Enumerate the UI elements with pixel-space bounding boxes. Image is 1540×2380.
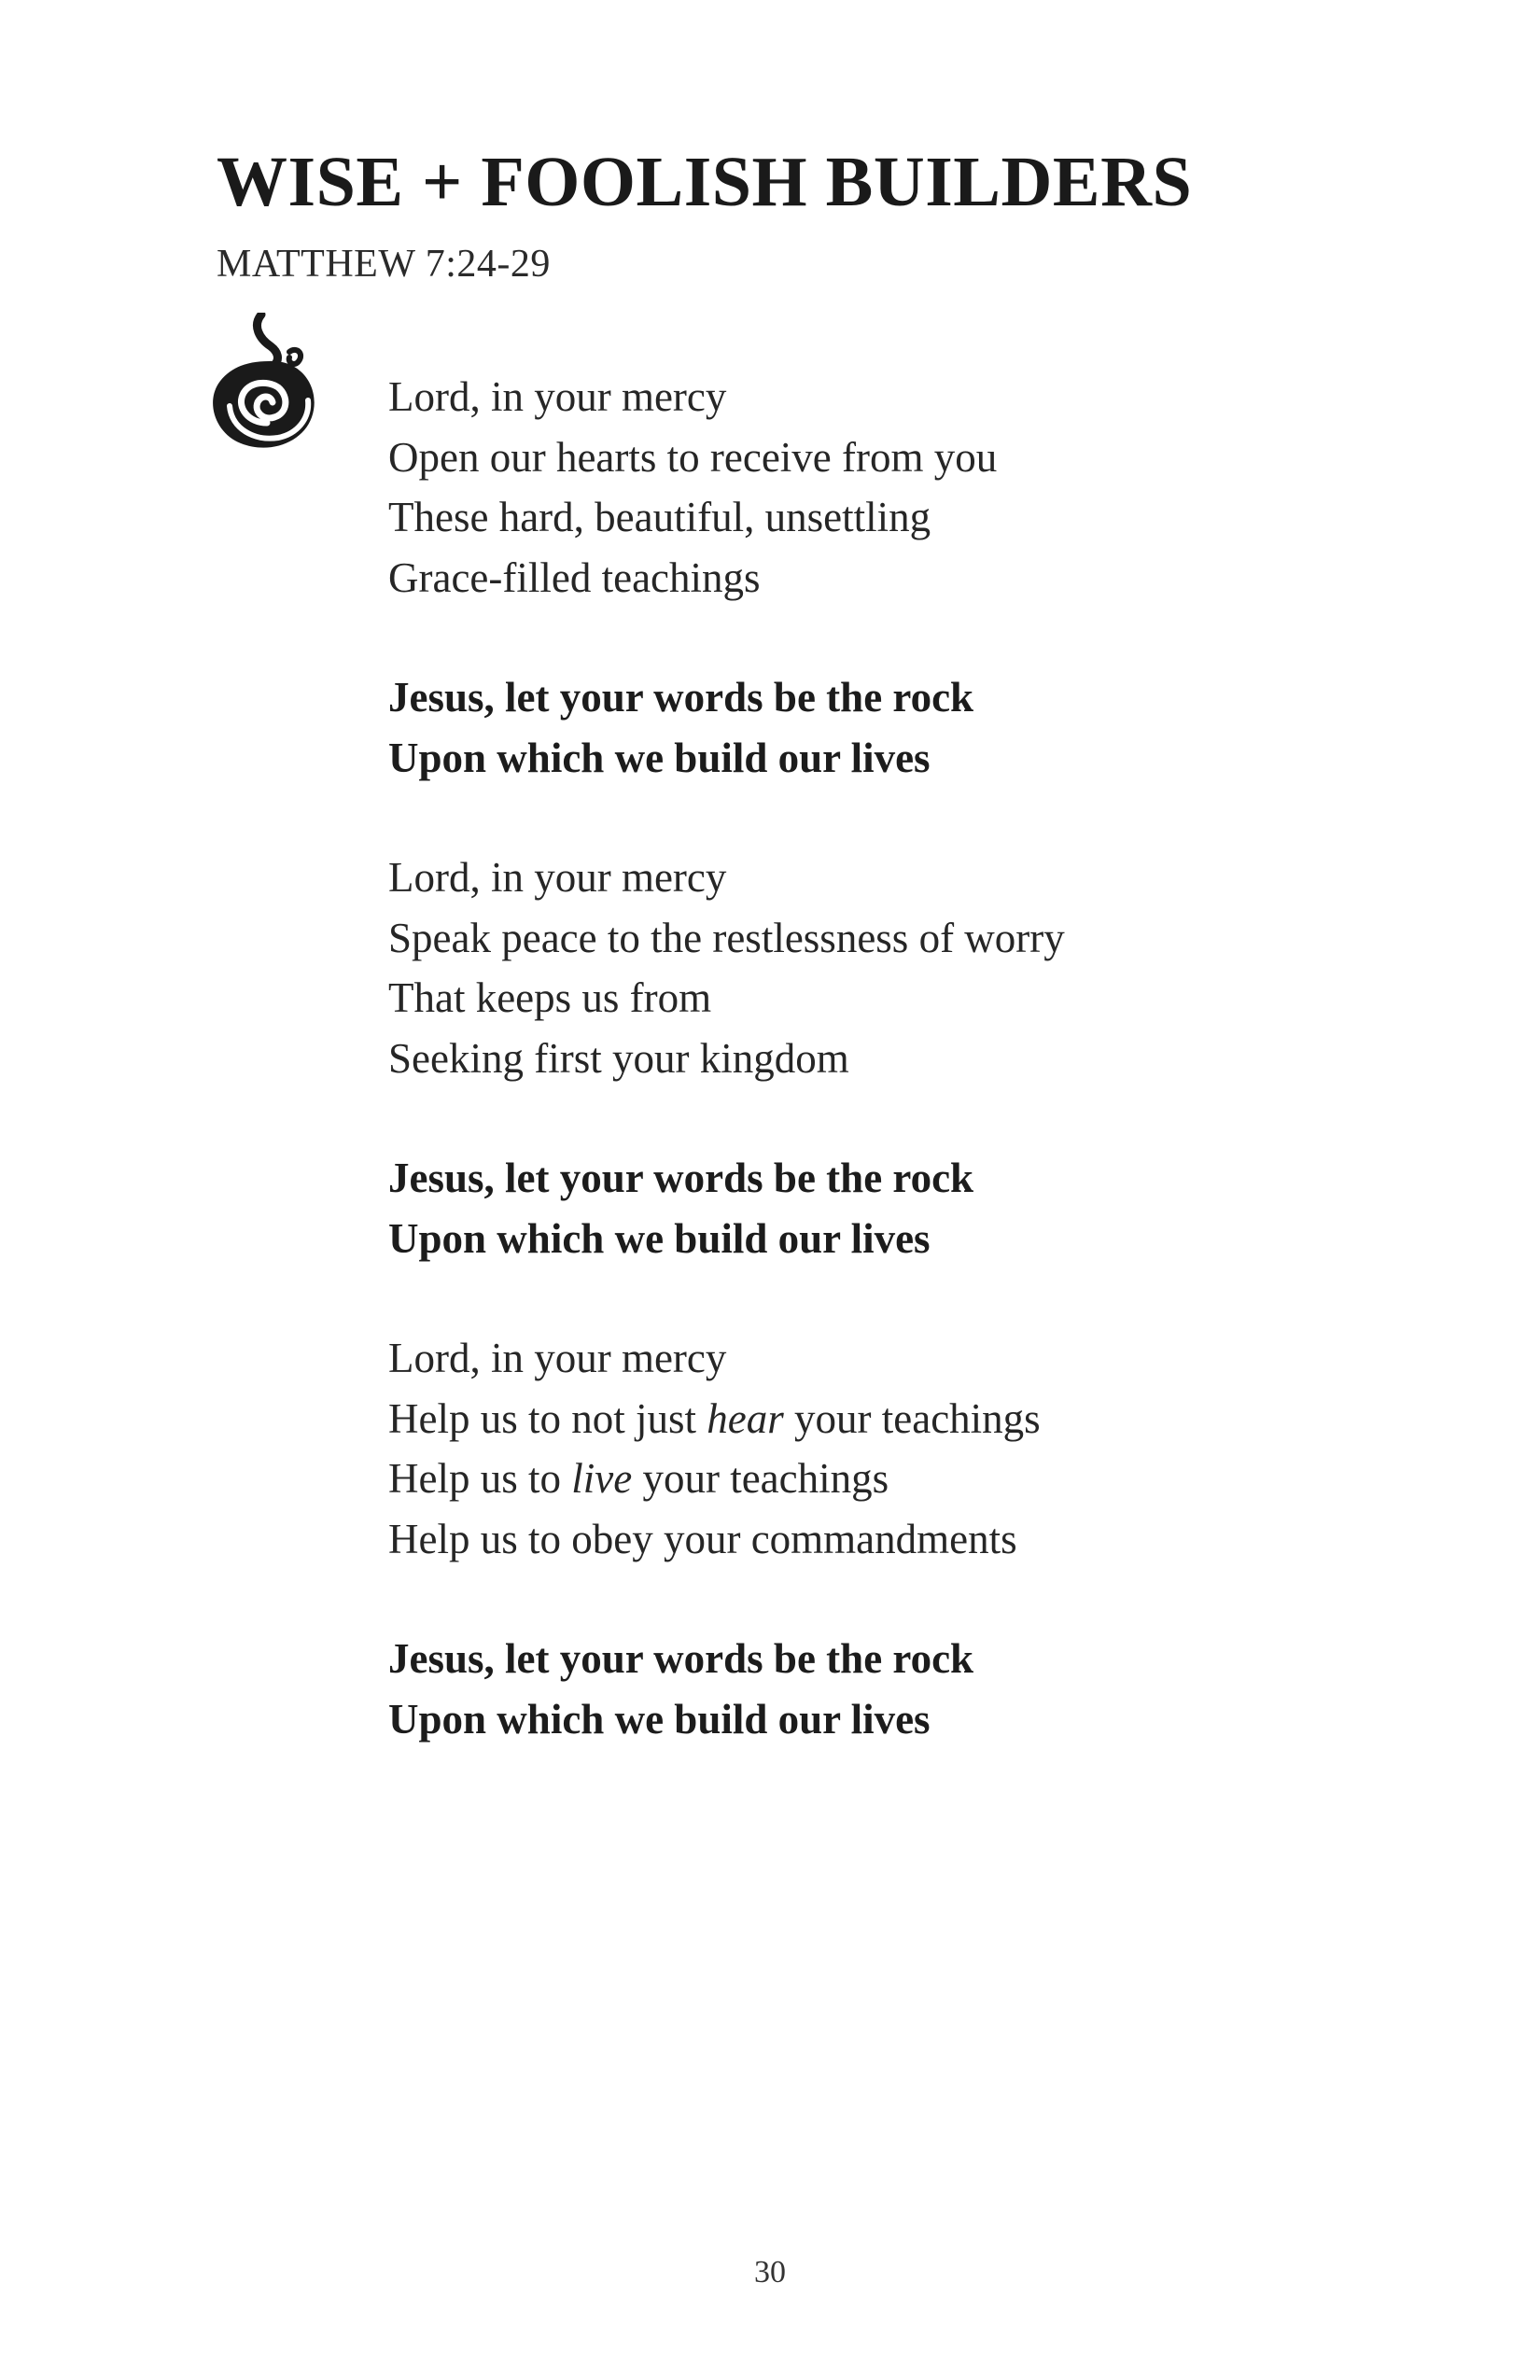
- line-text: Jesus, let your words be the rock: [388, 1155, 974, 1201]
- response-stanza: [388, 1629, 1415, 1749]
- prayer-line: [388, 1449, 1415, 1509]
- line-text: Upon which we build our lives: [388, 1214, 931, 1262]
- line-text: That keeps us from: [388, 974, 712, 1021]
- line-text: Help us to: [388, 1455, 572, 1502]
- prayer-line: [388, 1029, 1415, 1089]
- prayer-line: [388, 367, 1415, 427]
- prayer-line: [388, 728, 1415, 789]
- prayer-line: [388, 487, 1415, 548]
- line-text: These hard, beautiful, unsettling: [388, 494, 931, 540]
- line-text: Upon which we build our lives: [388, 1695, 931, 1743]
- line-text: Help us to not just: [388, 1394, 707, 1442]
- prayer-line: [388, 1689, 1415, 1750]
- page-title: WISE + FOOLISH BUILDERS: [217, 143, 1193, 221]
- prayer-line: [388, 968, 1415, 1029]
- line-text: Speak peace to the restlessness of worry: [388, 914, 1065, 961]
- emphasis-text: live: [571, 1455, 633, 1502]
- prayer-line: [388, 1509, 1415, 1570]
- line-text: Help us to obey your commandments: [388, 1515, 1017, 1562]
- emphasis-text: hear: [707, 1394, 784, 1442]
- line-text: Lord, in your mercy: [388, 373, 727, 420]
- prayer-line: [388, 908, 1415, 969]
- prayer-line: [388, 1148, 1415, 1209]
- call-stanza: [388, 847, 1415, 1088]
- line-text: your teachings: [632, 1455, 889, 1502]
- line-text: Grace-filled teachings: [388, 553, 761, 601]
- line-text: Jesus, let your words be the rock: [388, 674, 974, 721]
- call-stanza: [388, 1328, 1415, 1569]
- scripture-reference: MATTHEW 7:24-29: [217, 243, 551, 286]
- call-stanza: [388, 367, 1415, 608]
- prayer-body: [388, 367, 1415, 1809]
- prayer-line: [388, 667, 1415, 728]
- prayer-line: [388, 1209, 1415, 1269]
- prayer-line: [388, 1629, 1415, 1689]
- line-text: Lord, in your mercy: [388, 854, 727, 901]
- prayer-line: [388, 1328, 1415, 1389]
- line-text: Open our hearts to receive from you: [388, 433, 998, 481]
- line-text: your teachings: [783, 1394, 1041, 1442]
- line-text: Seeking first your kingdom: [388, 1034, 849, 1082]
- response-stanza: [388, 1148, 1415, 1268]
- line-text: Upon which we build our lives: [388, 734, 931, 781]
- line-text: Lord, in your mercy: [388, 1335, 727, 1381]
- spiral-swirl-icon: [207, 313, 329, 453]
- line-text: Jesus, let your words be the rock: [388, 1635, 974, 1682]
- page-number: 30: [754, 2255, 786, 2289]
- prayer-line: [388, 1389, 1415, 1449]
- prayer-line: [388, 847, 1415, 908]
- prayer-line: [388, 427, 1415, 488]
- prayer-line: [388, 548, 1415, 609]
- response-stanza: [388, 667, 1415, 788]
